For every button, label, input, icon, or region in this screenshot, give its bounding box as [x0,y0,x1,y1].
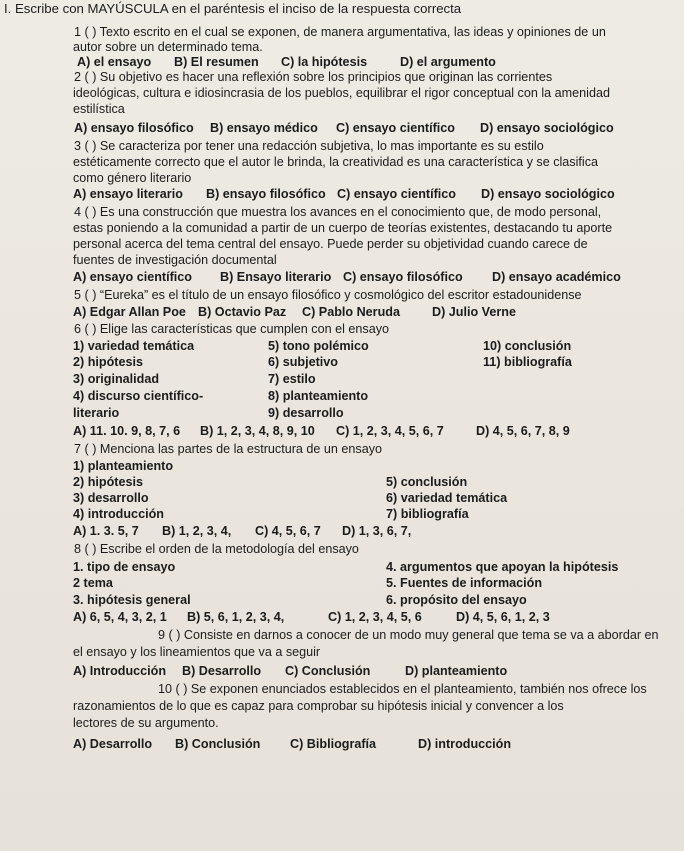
question-6-item-3: 3) originalidad [73,372,160,386]
question-3-prompt-line-2: estéticamente correcto que el autor le brinda, la creatividad es una característica y se clasifica [73,155,599,169]
question-6-item-5: 5) tono polémico [268,339,369,353]
question-7-item-4: 4) introducción [73,507,164,521]
question-8-item-4: 4. argumentos que apoyan la hipótesis [386,560,619,574]
question-8-option-b: B) 5, 6, 1, 2, 3, 4, [187,610,285,624]
question-8-option-d: D) 4, 5, 6, 1, 2, 3 [456,610,550,624]
question-9-option-d: D) planteamiento [405,664,508,678]
question-4-prompt-line-3: personal acerca del tema central del ensayo. Puede perder su objetividad cuando carece de [73,237,588,251]
question-2-option-b: B) ensayo médico [210,121,318,135]
question-6-item-4-cont: literario [73,406,120,420]
question-4-option-c: C) ensayo filosófico [343,270,463,284]
question-10-prompt-line-2: razonamientos de lo que es capaz para comprobar su hipótesis inicial y convencer a los [73,699,564,713]
question-10-option-b: B) Conclusión [175,737,261,751]
question-7-prompt-line-1: 7 ( ) Menciona las partes de la estructura de un ensayo [74,442,383,456]
question-2-prompt-line-1: 2 ( ) Su objetivo es hacer una reflexión sobre los principios que originan las corrientes [74,70,553,84]
question-6-prompt-line-1: 6 ( ) Elige las características que cumplen con el ensayo [74,322,389,336]
question-3-prompt-line-1: 3 ( ) Se caracteriza por tener una redacción subjetiva, lo mas importante es su estilo [74,139,544,153]
question-6-option-b: B) 1, 2, 3, 4, 8, 9, 10 [200,424,315,438]
question-6-item-10: 10) conclusión [483,339,572,353]
question-2-option-d: D) ensayo sociológico [480,121,614,135]
question-8-item-5: 5. Fuentes de información [386,576,543,590]
question-7-item-5: 5) conclusión [386,475,468,489]
question-1-prompt-line-2: autor sobre un determinado tema. [73,40,263,54]
instructions-header: I. Escribe con MAYÚSCULA en el paréntesis el inciso de la respuesta correcta [4,1,462,16]
question-10-option-a: A) Desarrollo [73,737,153,751]
question-7-item-6: 6) variedad temática [386,491,508,505]
question-7-item-7: 7) bibliografía [386,507,469,521]
question-10-option-d: D) introducción [418,737,512,751]
question-10-option-c: C) Bibliografía [290,737,377,751]
question-8-item-6: 6. propósito del ensayo [386,593,527,607]
question-4-option-a: A) ensayo científico [73,270,192,284]
question-5-prompt-line-1: 5 ( ) “Eureka” es el título de un ensayo filosófico y cosmológico del escritor estadounidense [74,288,582,302]
question-6-item-8: 8) planteamiento [268,389,369,403]
question-1-prompt-line-1: 1 ( ) Texto escrito en el cual se exponen, de manera argumentativa, las ideas y opiniones de un [74,25,606,39]
question-8-option-c: C) 1, 2, 3, 4, 5, 6 [328,610,422,624]
question-8-item-1: 1. tipo de ensayo [73,560,176,574]
question-10-prompt-line-3: lectores de su argumento. [73,716,219,730]
question-4-prompt-line-2: estas poniendo a la comunidad a partir de un cuerpo de teorías existentes, destacando tu aporte [73,221,613,235]
question-6-item-11: 11) bibliografía [483,355,572,369]
question-1-option-b: B) El resumen [174,55,259,69]
question-8-item-3: 3. hipótesis general [73,593,191,607]
question-10-prompt-line-1: 10 ( ) Se exponen enunciados establecidos en el planteamiento, también nos ofrece los [158,682,647,696]
question-7-item-2: 2) hipótesis [73,475,143,489]
question-7-option-a: A) 1. 3. 5, 7 [73,524,139,538]
question-8-prompt-line-1: 8 ( ) Escribe el orden de la metodología del ensayo [74,542,359,556]
question-7-option-d: D) 1, 3, 6, 7, [342,524,412,538]
question-7-item-3: 3) desarrollo [73,491,149,505]
question-3-option-b: B) ensayo filosófico [206,187,326,201]
question-3-prompt-line-3: como género literario [73,171,192,185]
question-8-item-2: 2 tema [73,576,113,590]
question-6-item-6: 6) subjetivo [268,355,338,369]
question-7-option-b: B) 1, 2, 3, 4, [162,524,232,538]
question-3-option-a: A) ensayo literario [73,187,183,201]
question-4-option-b: B) Ensayo literario [220,270,332,284]
question-2-prompt-line-2: ideológicas, cultura e idiosincrasia de los pueblos, equilibrar el rigor conceptual con la amenidad [73,86,610,100]
question-1-option-a: A) el ensayo [77,55,152,69]
question-6-item-9: 9) desarrollo [268,406,344,420]
question-6-item-7: 7) estilo [268,372,316,386]
question-6-item-2: 2) hipótesis [73,355,143,369]
question-6-option-c: C) 1, 2, 3, 4, 5, 6, 7 [336,424,444,438]
question-8-option-a: A) 6, 5, 4, 3, 2, 1 [73,610,167,624]
question-9-option-c: C) Conclusión [285,664,371,678]
question-5-option-d: D) Julio Verne [432,305,516,319]
question-6-option-d: D) 4, 5, 6, 7, 8, 9 [476,424,570,438]
question-6-item-1: 1) variedad temática [73,339,195,353]
question-4-prompt-line-1: 4 ( ) Es una construcción que muestra los avances en el conocimiento que, de modo personal, [74,205,602,219]
question-9-prompt-line-2: el ensayo y los lineamientos que va a seguir [73,645,321,659]
question-5-option-b: B) Octavio Paz [198,305,287,319]
question-9-option-b: B) Desarrollo [182,664,262,678]
question-4-option-d: D) ensayo académico [492,270,621,284]
question-7-item-1: 1) planteamiento [73,459,174,473]
question-1-option-c: C) la hipótesis [281,55,368,69]
question-6-item-4: 4) discurso científico- [73,389,204,403]
question-1-option-d: D) el argumento [400,55,496,69]
question-9-prompt-line-1: 9 ( ) Consiste en darnos a conocer de un modo muy general que tema se va a abordar en [158,628,659,642]
question-3-option-c: C) ensayo científico [337,187,456,201]
question-2-option-a: A) ensayo filosófico [74,121,194,135]
question-3-option-d: D) ensayo sociológico [481,187,615,201]
question-4-prompt-line-4: fuentes de investigación documental [73,253,277,267]
question-2-option-c: C) ensayo científico [336,121,455,135]
question-9-option-a: A) Introducción [73,664,167,678]
question-5-option-c: C) Pablo Neruda [302,305,400,319]
question-6-option-a: A) 11. 10. 9, 8, 7, 6 [73,424,181,438]
question-7-option-c: C) 4, 5, 6, 7 [255,524,321,538]
question-2-prompt-line-3: estilística [73,102,125,116]
question-5-option-a: A) Edgar Allan Poe [73,305,186,319]
